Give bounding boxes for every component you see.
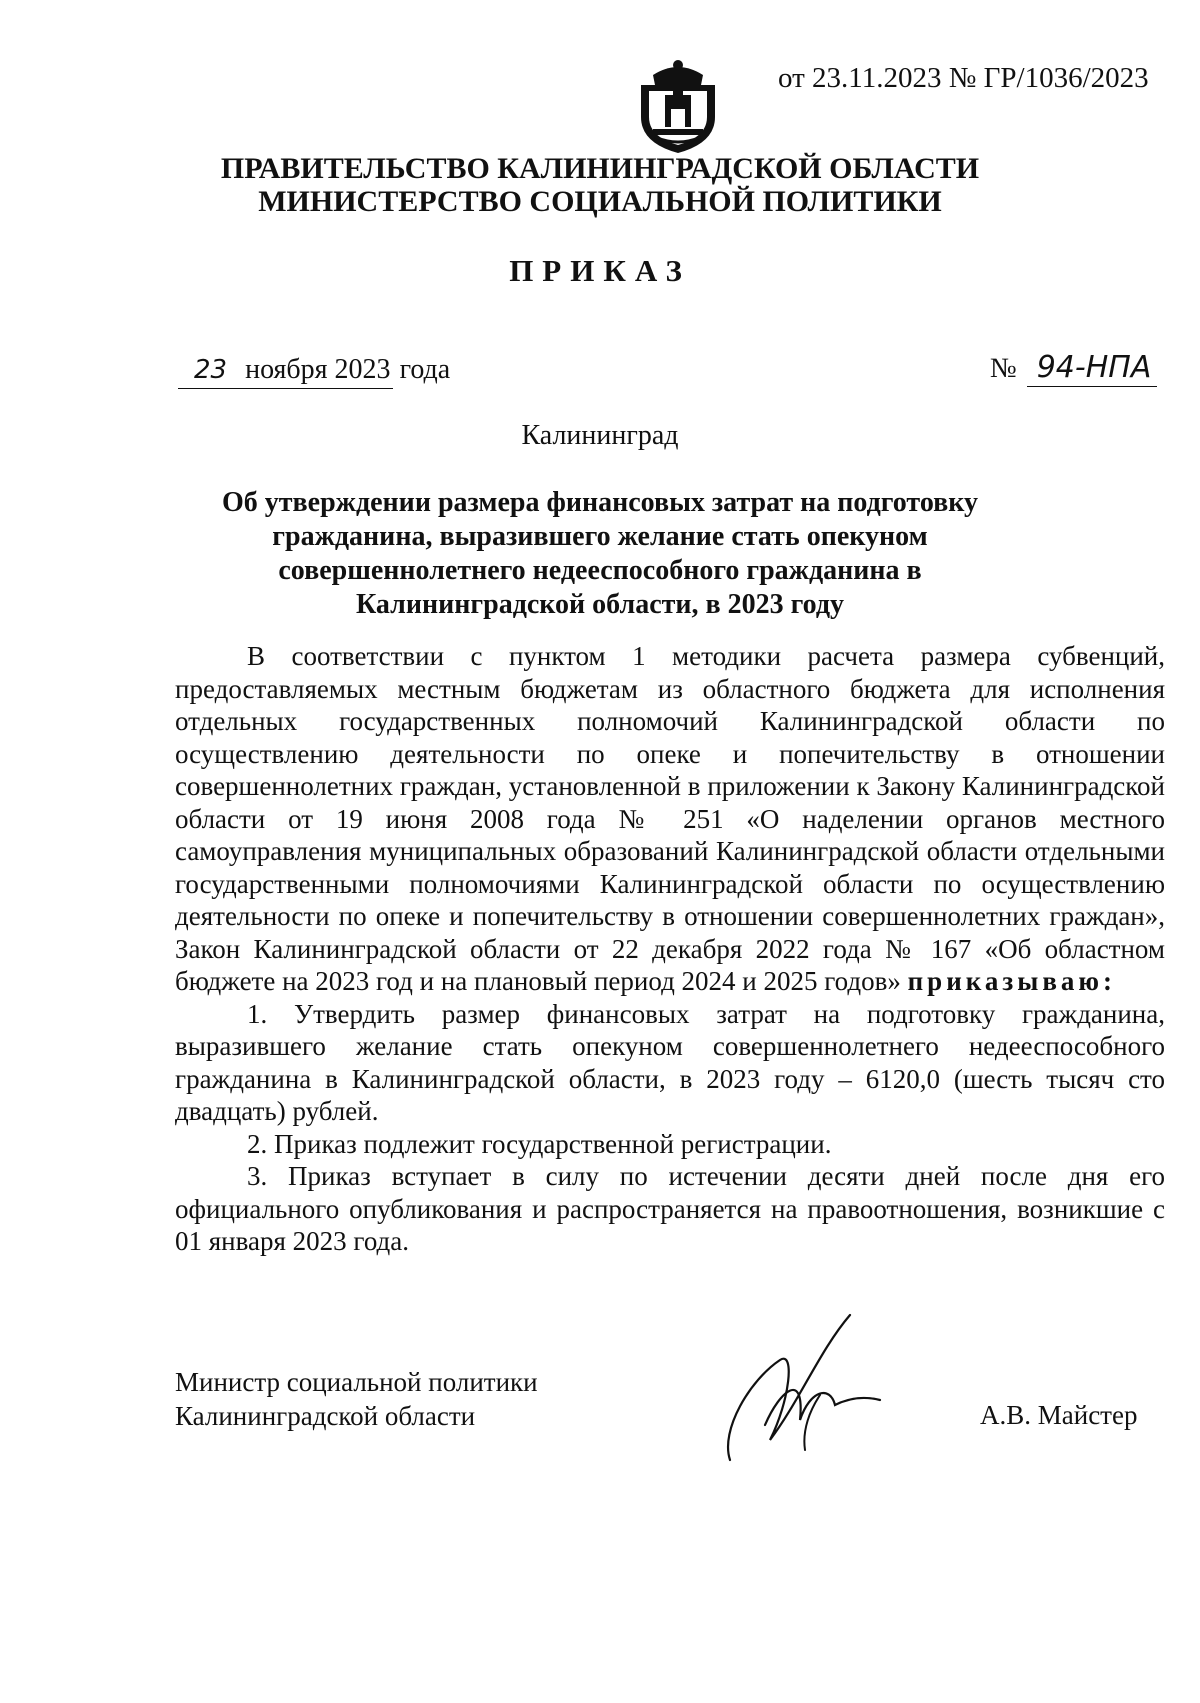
document-title: Об утверждении размера финансовых затрат на подготовку гражданина, выразившего желание стать опекуном совершеннолетнего недееспособного гражданина в Калининградской области, в 2023 году xyxy=(222,487,978,620)
signer-position xyxy=(175,1365,538,1433)
order-date xyxy=(178,352,450,389)
item-1: 1. Утвердить размер финансовых затрат на подготовку гражданина, выразившего желание стать опекуном совершеннолетнего недееспособного гражданина в Калининградской области, в 2023 году – 6120,0 (шесть тысяч сто двадцать) рублей. xyxy=(175,998,1165,1126)
signer-name: А.В. Майстер xyxy=(980,1400,1138,1430)
position-line-1: Министр социальной политики xyxy=(175,1367,538,1397)
document-body xyxy=(175,640,1165,1258)
registration-reference: от 23.11.2023 № ГР/1036/2023 xyxy=(778,62,1149,94)
document-type: ПРИКАЗ xyxy=(509,253,691,288)
coat-of-arms-icon xyxy=(635,55,721,155)
date-suffix: года xyxy=(399,354,451,385)
handwritten-signature-icon xyxy=(710,1310,890,1470)
preamble-paragraph xyxy=(175,640,1165,998)
position-line-2: Калининградской области xyxy=(175,1401,476,1431)
date-underline xyxy=(178,352,393,389)
preamble-text: В соответствии с пунктом 1 методики расчета размера субвенций, предоставляемых местным бюджетам из областного бюджета для исполнения отдельных государственных полномочий Калининградской области по осуществлению деятельности по опеке и попечительству в отношении совершеннолетних граждан, установленной в приложении к Закону Калининградской области от 19 июня 2008 года № 251 «О наделении органов местного самоуправления муниципальных образований Калининградской области отдельными государственными полномочиями Калининградской области по осуществлению деятельности по опеке и попечительству в отношении совершеннолетних граждан», Закон Калининградской области от 22 декабря 2022 года № 167 «Об областном бюджете на 2023 год и на плановый период 2024 и 2025 годов» xyxy=(175,641,1165,996)
item-2: 2. Приказ подлежит государственной регистрации. xyxy=(247,1128,832,1159)
number-label: № xyxy=(990,353,1017,384)
government-name: ПРАВИТЕЛЬСТВО КАЛИНИНГРАДСКОЙ ОБЛАСТИ xyxy=(220,152,980,185)
order-number xyxy=(990,350,1157,387)
month-year: ноября 2023 xyxy=(245,354,391,385)
item-3: 3. Приказ вступает в силу по истечении десяти дней после дня его официального опубликования и распространяется на правоотношения, возникшие с 01 января 2023 года. xyxy=(175,1161,1165,1256)
handwritten-number: 94-НПА xyxy=(1027,350,1158,387)
handwritten-day: 23 xyxy=(194,355,228,385)
order-word: приказываю: xyxy=(907,966,1117,996)
city-name: Калининград xyxy=(521,420,679,451)
ministry-name: МИНИСТЕРСТВО СОЦИАЛЬНОЙ ПОЛИТИКИ xyxy=(258,185,942,218)
